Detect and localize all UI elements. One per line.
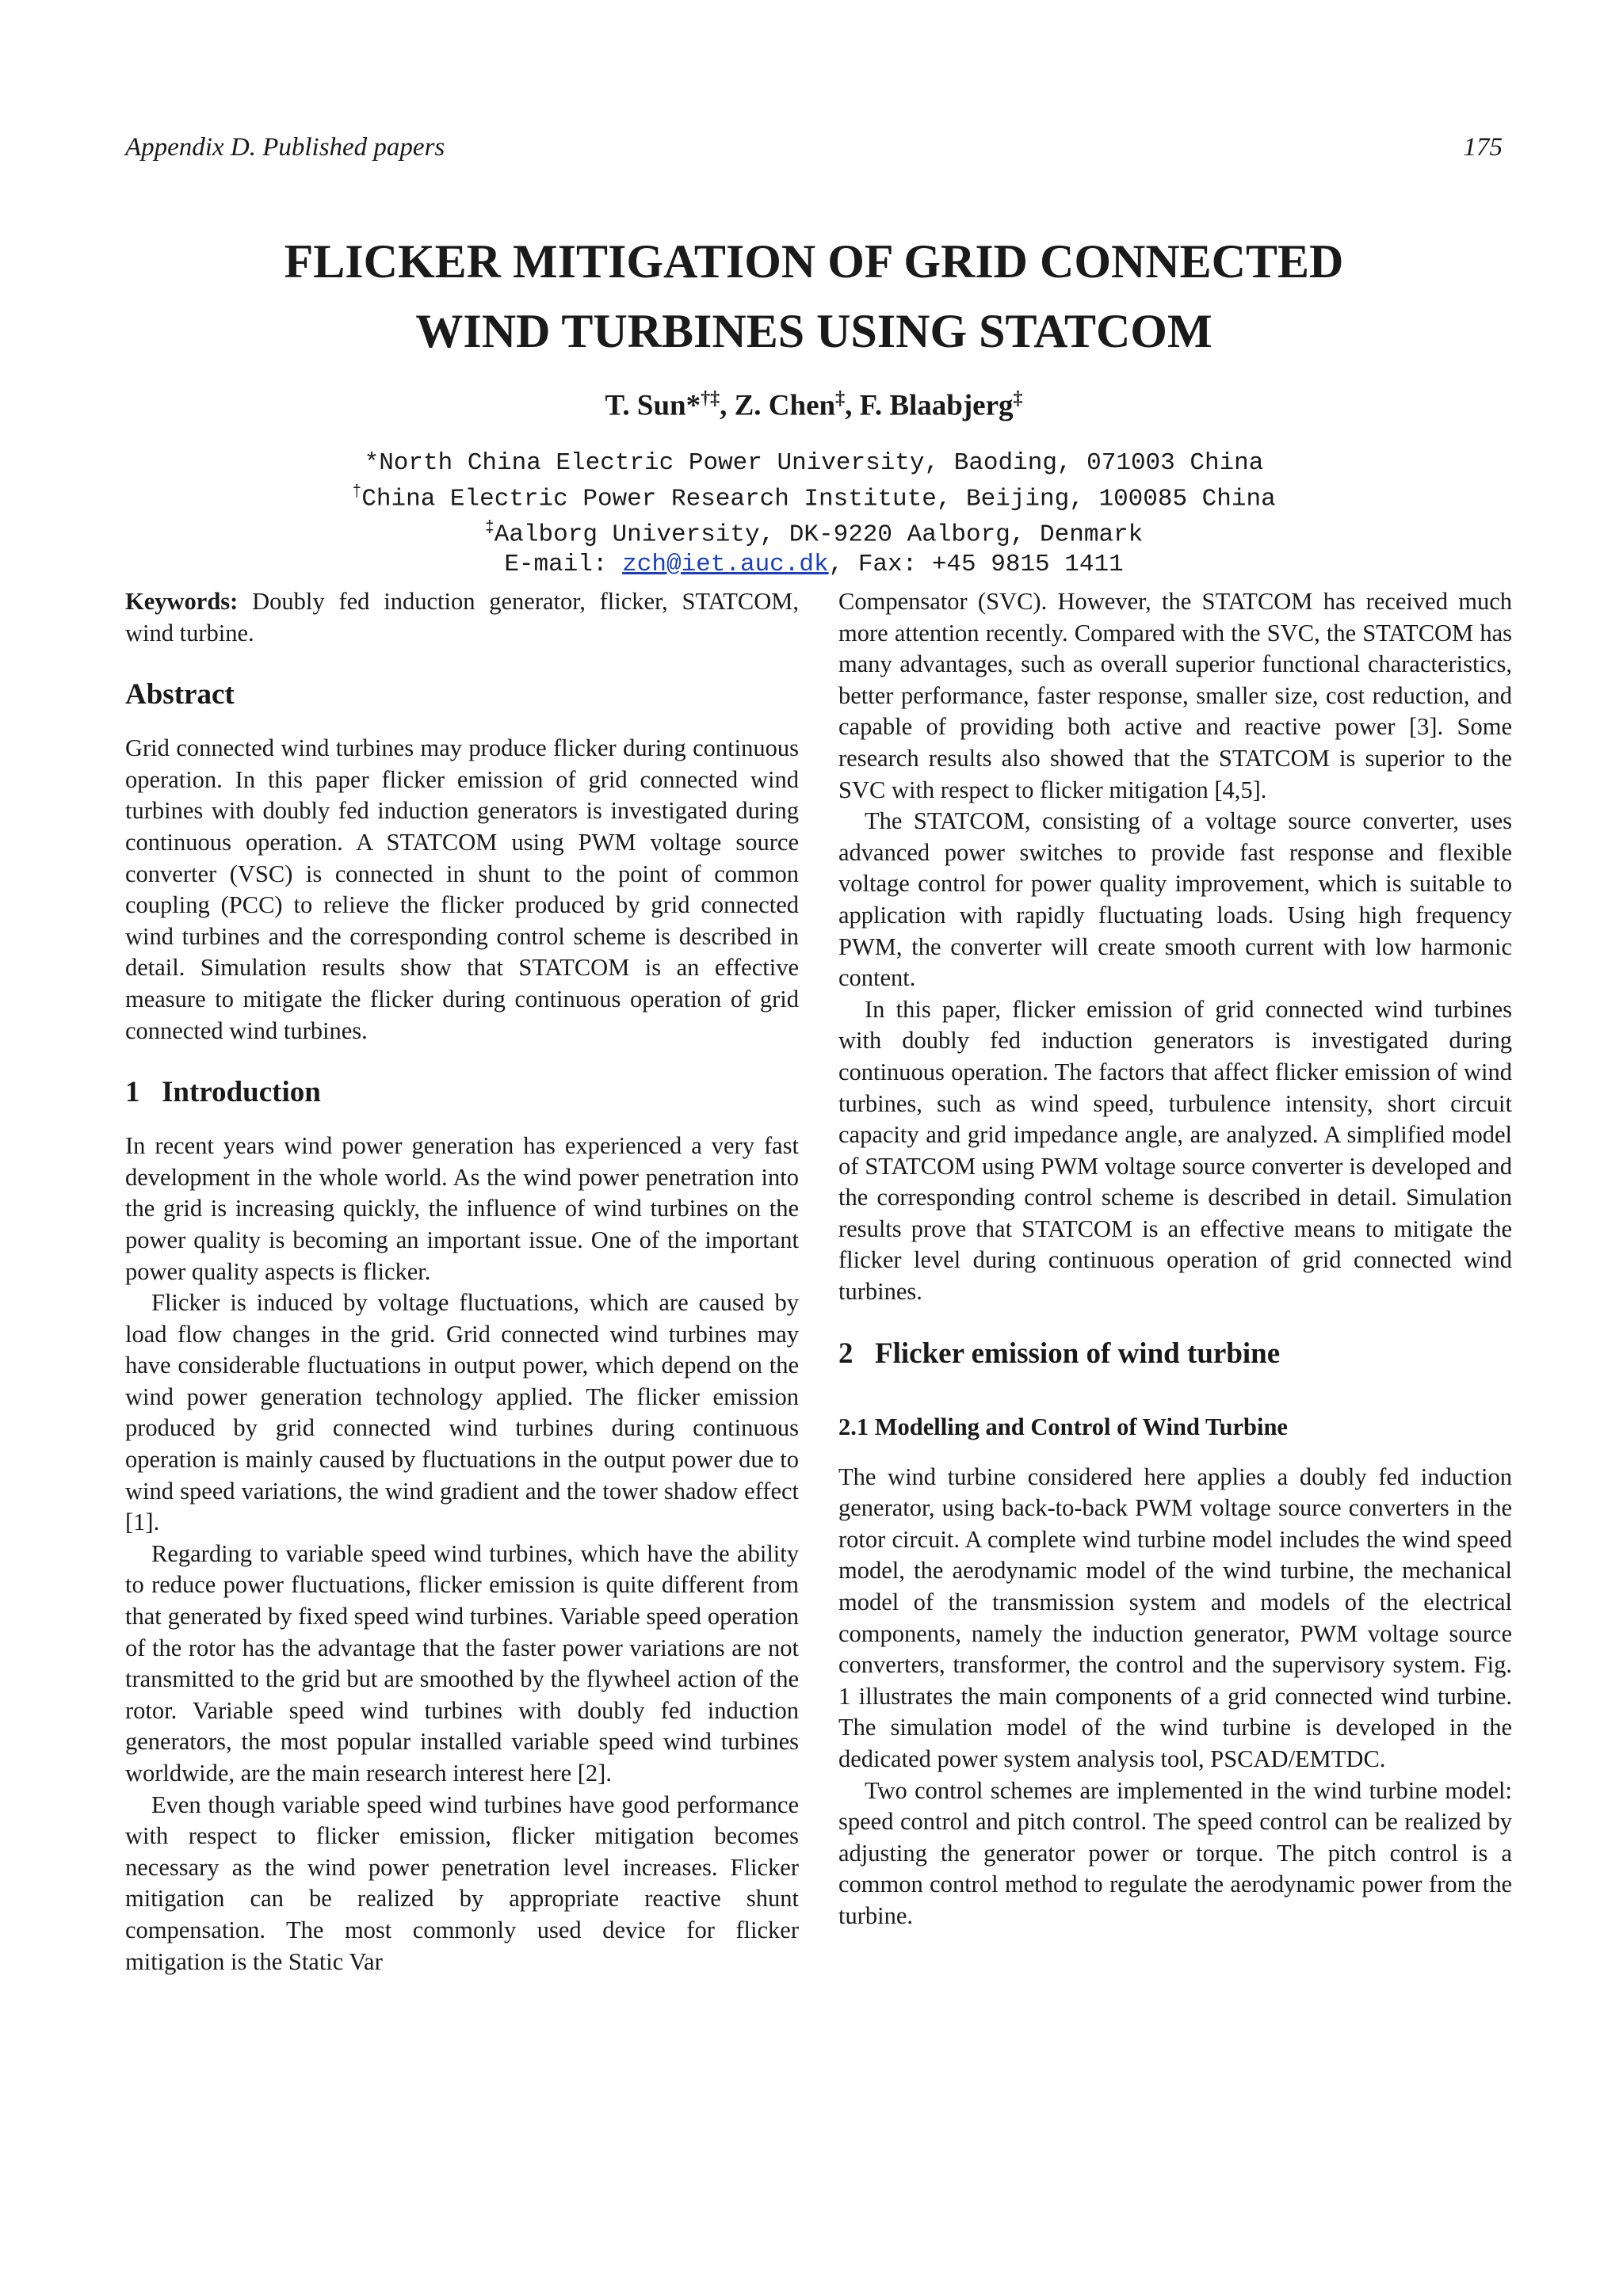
intro-paragraph: In this paper, flicker emission of grid connected wind turbines with doubly fed induction generators is investigated during continuous operation. The factors that affect flicker emission of wind turbines, such as wind speed, turbulence intensity, short circuit capacity and grid impedance angle, are analyzed. A simplified model of STATCOM using PWM voltage source converter is developed and the corresponding control scheme is described in detail. Simulation results prove that STATCOM is an effective means to mitigate the flicker level during continuous operation of grid connected wind turbines. [838, 995, 1512, 1306]
author-separator: , [720, 389, 735, 422]
page-number: 175 [1463, 133, 1503, 162]
running-title: Appendix D. Published papers [125, 133, 445, 162]
section-title: Introduction [162, 1076, 321, 1109]
intro-paragraph: The STATCOM, consisting of a voltage source converter, uses advanced power switches to provide fast response and flexible voltage control for power quality improvement, which is suitable to application with rapidly fluctuating loads. Using high frequency PWM, the converter will create smooth current with low harmonic content. [838, 807, 1512, 992]
author-sun-marks: †‡ [701, 388, 720, 409]
left-column [125, 586, 799, 1978]
email-link[interactable]: zch@iet.auc.dk [622, 550, 829, 578]
author-sun: T. Sun* [605, 389, 701, 422]
affiliation-text: China Electric Power Research Institute, Beijing, 100085 China [361, 485, 1276, 513]
affiliation-ncepu: *North China Electric Power University, Baoding, 071003 China [364, 449, 1264, 477]
author-chen: Z. Chen [734, 389, 836, 422]
contact-line [125, 550, 1503, 579]
section-number: 2 [838, 1337, 854, 1370]
affiliation-aau [125, 513, 1503, 549]
section-number: 1 [125, 1076, 140, 1109]
title-line-1: FLICKER MITIGATION OF GRID CONNECTED [284, 235, 1344, 288]
section-1-heading [125, 1074, 799, 1112]
paper-title [125, 227, 1503, 366]
body-paragraph: The wind turbine considered here applies a doubly fed induction generator, using back-to-back PWM voltage source converters in the rotor circuit. A complete wind turbine model includes the wind speed model, the aerodynamic model of the wind turbine, the mechanical model of the transmission system and models of the electrical components, namely the induction generator, PWM voltage source converters, transformer, the control and the supervisory system. Fig. 1 illustrates the main components of a grid connected wind turbine. The simulation model of the wind turbine is developed in the dedicated power system analysis tool, PSCAD/EMTDC. [838, 1463, 1512, 1772]
affiliation-cepri [125, 478, 1503, 513]
intro-paragraph: Compensator (SVC). However, the STATCOM has received much more attention recently. Compared with the SVC, the STATCOM has many advantages, such as overall superior functional characteristics, better performance, faster response, smaller size, cost reduction, and capable of providing both active and reactive power [3]. Some research results also showed that the STATCOM is superior to the SVC with respect to flicker mitigation [4,5]. [838, 588, 1512, 803]
fax-text: , Fax: +45 9815 1411 [828, 550, 1124, 578]
keywords-text: Doubly fed induction generator, flicker, STATCOM, wind turbine. [125, 588, 799, 646]
intro-paragraph: Even though variable speed wind turbines have good performance with respect to flicker emission, flicker mitigation becomes necessary as the wind power penetration level increases. Flicker mitigation can be realized by appropriate reactive shunt compensation. The most commonly used device for flicker mitigation is the Static Var [125, 1791, 799, 1975]
intro-paragraph: In recent years wind power generation has experienced a very fast development in the whole world. As the wind power penetration into the grid is increasing quickly, the influence of wind turbines on the power quality is becoming an important issue. One of the important power quality aspects is flicker. [125, 1132, 799, 1285]
abstract-heading: Abstract [125, 678, 235, 711]
right-column [838, 586, 1512, 1932]
author-list [125, 379, 1503, 425]
keywords-label: Keywords: [125, 588, 239, 615]
email-label: E-mail: [504, 550, 623, 578]
subsection-2-1-heading: 2.1 Modelling and Control of Wind Turbine [838, 1413, 1288, 1440]
affiliation-mark: ‡ [484, 519, 495, 538]
abstract-text: Grid connected wind turbines may produce flicker during continuous operation. In this paper flicker emission of grid connected wind turbines with doubly fed induction generators is investigated during continuous operation. A STATCOM using PWM voltage source converter (VSC) is connected in shunt to the point of common coupling (PCC) to relieve the flicker produced by grid connected wind turbines and the corresponding control scheme is described in detail. Simulation results show that STATCOM is an effective measure to mitigate the flicker during continuous operation of grid connected wind turbines. [125, 734, 799, 1044]
running-header [125, 133, 1503, 171]
affiliation-mark: † [352, 483, 362, 502]
author-blaabjerg: F. Blaabjerg [859, 389, 1014, 422]
keywords [125, 586, 799, 649]
author-separator: , [845, 389, 860, 422]
body-paragraph: Two control schemes are implemented in the wind turbine model: speed control and pitch control. The speed control can be realized by adjusting the generator power or torque. The pitch control is a common control method to regulate the aerodynamic power from the turbine. [838, 1776, 1512, 1929]
affiliations [125, 448, 1503, 579]
affiliation-text: Aalborg University, DK-9220 Aalborg, Denmark [494, 521, 1144, 549]
title-line-2: WIND TURBINES USING STATCOM [415, 305, 1212, 357]
intro-paragraph: Flicker is induced by voltage fluctuations, which are caused by load flow changes in the grid. Grid connected wind turbines may have considerable fluctuations in output power, which depend on the wind power generation technology applied. The flicker emission produced by grid connected wind turbines during continuous operation is mainly caused by fluctuations in the output power due to wind speed variations, the wind gradient and the tower shadow effect [1]. [125, 1289, 799, 1536]
author-blaabjerg-marks: ‡ [1013, 388, 1023, 409]
author-chen-marks: ‡ [835, 388, 846, 409]
intro-paragraph: Regarding to variable speed wind turbines, which have the ability to reduce power fluctuations, flicker emission is quite different from that generated by fixed speed wind turbines. Variable speed operation of the rotor has the advantage that the faster power variations are not transmitted to the grid but are smoothed by the flywheel action of the rotor. Variable speed wind turbines with doubly fed induction generators, the most popular installed variable speed wind turbines worldwide, are the main research interest here [2]. [125, 1539, 799, 1787]
section-2-heading [838, 1335, 1512, 1373]
section-title: Flicker emission of wind turbine [875, 1337, 1281, 1370]
